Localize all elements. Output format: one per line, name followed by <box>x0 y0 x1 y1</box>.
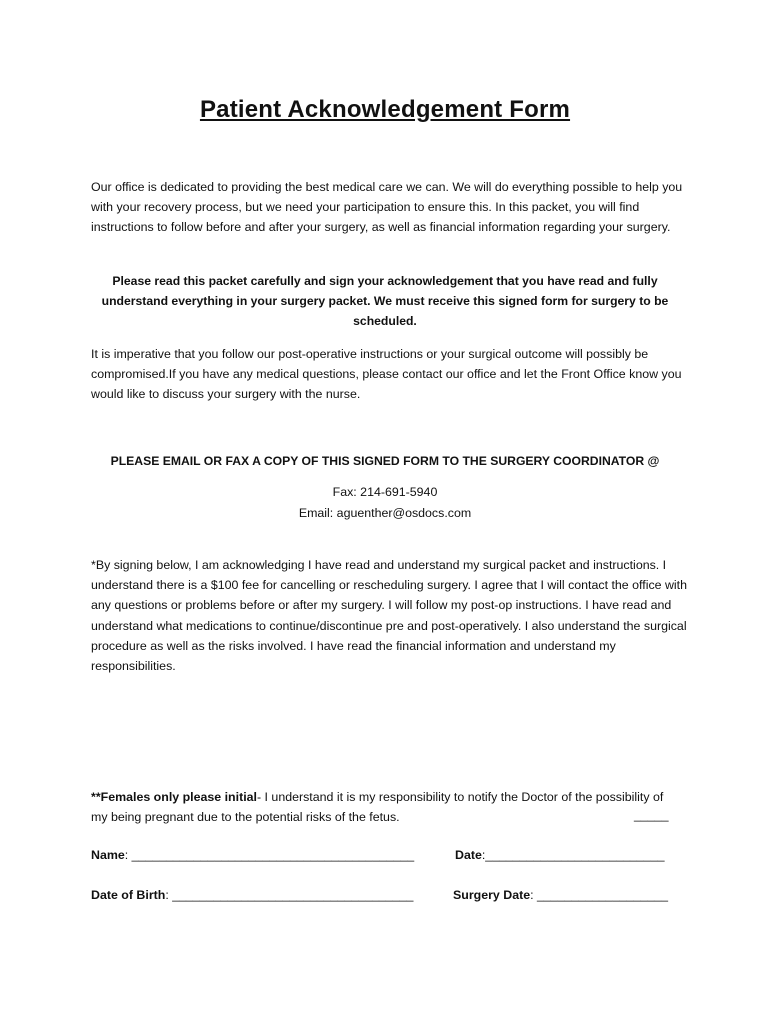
intro-paragraph: Our office is dedicated to providing the best medical care we can. We will do everything possible to help you with your recovery process, but we need your participation to ensure this. In this packet, you will find instructions to follow before and after your surgery, as well as financial information regarding your surgery. <box>91 180 683 235</box>
surgery-date-field[interactable] <box>453 888 668 902</box>
date-of-birth-label: Date of Birth <box>91 888 166 902</box>
females-initial-text: - I understand it is my responsibility to notify the Doctor of the possibility of my being pregnant due to the potential risks of the fetus. <box>91 790 664 824</box>
surgery-date-label: Surgery Date <box>453 888 531 902</box>
date-label: Date <box>455 848 482 862</box>
date-of-birth-field[interactable] <box>91 888 413 902</box>
name-line[interactable]: : _________________________________________ <box>124 848 415 862</box>
initial-field[interactable]: _____ <box>634 808 669 822</box>
date-field[interactable] <box>455 848 664 862</box>
name-field[interactable] <box>91 848 414 862</box>
females-initial-statement <box>91 787 671 827</box>
females-initial-label: **Females only please initial <box>91 790 257 804</box>
surgery-date-line[interactable]: : ___________________ <box>530 888 668 902</box>
email-fax-heading: PLEASE EMAIL OR FAX A COPY OF THIS SIGNED FORM TO THE SURGERY COORDINATOR @ <box>110 454 660 468</box>
date-of-birth-line[interactable]: : ___________________________________ <box>165 888 414 902</box>
notice-paragraph: Please read this packet carefully and sign your acknowledgement that you have read and fully understand everything in your surgery packet. We must receive this signed form for surgery to be scheduled. <box>101 274 669 329</box>
acknowledgement-paragraph: *By signing below, I am acknowledging I have read and understand my surgical packet and instructions. I understand there is a $100 fee for cancelling or rescheduling surgery. I agree that I will contact the office with any questions or problems before or after my surgery. I will follow my post-op instructions. I have read and understand what medications to continue/discontinue pre and post-operatively. I also understand the surgical procedure as well as the risks involved. I have read the financial information and understand my responsibilities. <box>91 558 688 674</box>
page-title: Patient Acknowledgement Form <box>199 96 571 123</box>
imperative-paragraph: It is imperative that you follow our post-operative instructions or your surgical outcome will possibly be compromised.If you have any medical questions, please contact our office and let the Front Office know you would like to discuss your surgery with the nurse. <box>91 347 682 402</box>
coordinator-email: Email: aguenther@osdocs.com <box>298 506 472 520</box>
name-label: Name <box>91 848 125 862</box>
fax-number: Fax: 214-691-5940 <box>332 485 438 499</box>
date-line[interactable]: :__________________________ <box>481 848 665 862</box>
